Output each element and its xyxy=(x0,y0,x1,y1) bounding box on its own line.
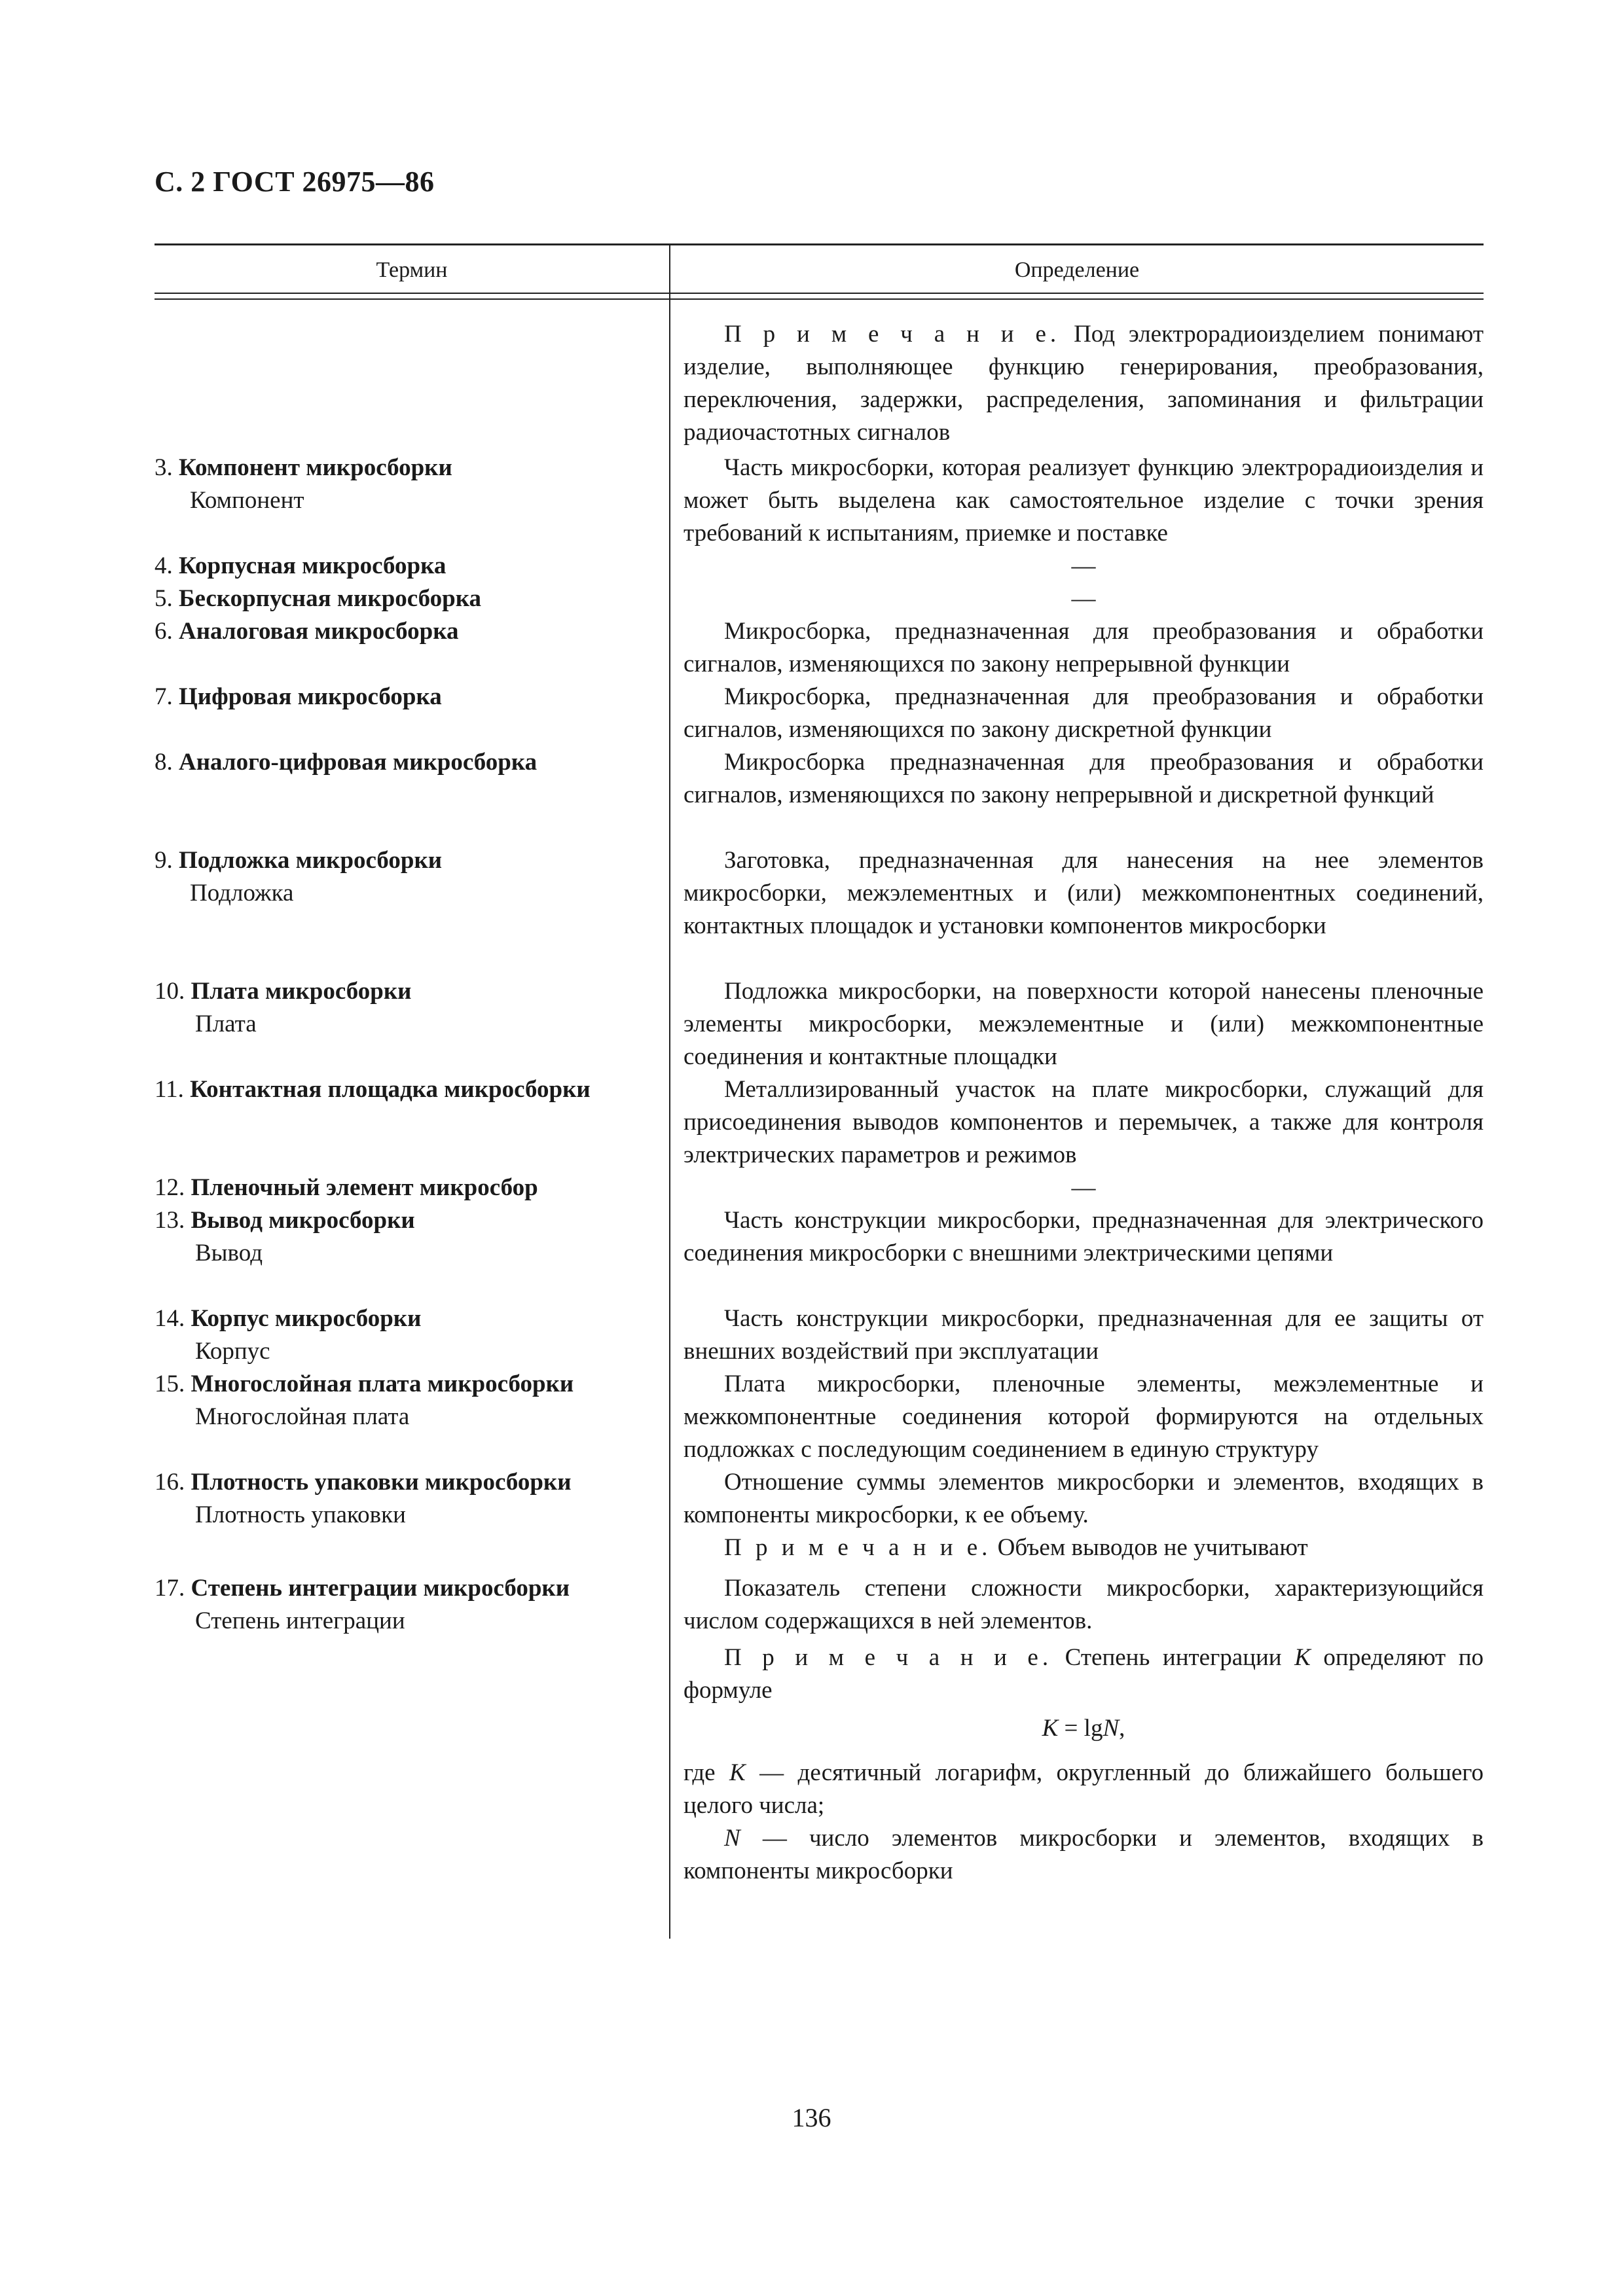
column-header-term: Термин xyxy=(376,258,448,282)
table-row xyxy=(155,1466,665,1532)
definition-text: Металлизированный участок на плате микросборки, служащий для присоединения выводов компонентов и перемычек, а также для контроля электрических параметров и режимов xyxy=(684,1076,1484,1168)
table-column-divider xyxy=(669,243,670,1939)
term-name: Аналого-цифровая микросборка xyxy=(179,749,538,776)
term-short-form: Плотность упаковки xyxy=(195,1501,406,1528)
table-head-rule-1 xyxy=(155,293,1484,294)
term-definition xyxy=(684,615,1484,681)
page-number: 136 xyxy=(792,2103,831,2132)
table-row xyxy=(155,1368,665,1433)
term-short-form: Степень интеграции xyxy=(195,1607,405,1634)
term-number: 14. xyxy=(155,1305,185,1332)
definition-dash: — xyxy=(1071,552,1096,579)
table-row xyxy=(155,975,665,1041)
note-label: П р и м е ч а н и е. xyxy=(724,321,1061,348)
term-number: 7. xyxy=(155,683,173,710)
definition-dash: — xyxy=(1071,585,1096,612)
term-number: 6. xyxy=(155,618,173,645)
term-number: 5. xyxy=(155,585,173,612)
term-definition xyxy=(684,975,1484,1073)
definition-text: Подложка микросборки, на поверхности которой нанесены пленочные элементы микросборки, межэлементные и (или) межкомпонентные соединения и контактные площадки xyxy=(684,978,1484,1070)
term-name: Аналоговая микросборка xyxy=(179,618,459,645)
term-definition xyxy=(684,1302,1484,1368)
formula-where-k xyxy=(684,1757,1484,1822)
definition-text: Микросборка, предназначенная для преобразования и обработки сигналов, изменяющихся по закону дискретной функции xyxy=(684,683,1484,743)
table-row xyxy=(155,746,665,779)
term-definition xyxy=(684,681,1484,746)
definition-text: Часть конструкции микросборки, предназначенная для ее защиты от внешних воздействий при эксплуатации xyxy=(684,1305,1484,1365)
intro-note xyxy=(684,318,1484,449)
term-definition xyxy=(684,1368,1484,1466)
term-number: 11. xyxy=(155,1076,184,1103)
term-short-form: Вывод xyxy=(195,1240,263,1266)
term-short-form: Плата xyxy=(195,1011,257,1037)
page-title: С. 2 ГОСТ 26975—86 xyxy=(155,166,435,198)
term-number: 12. xyxy=(155,1174,185,1201)
term-name: Степень интеграции микросборки xyxy=(191,1575,570,1602)
term-short-form: Компонент xyxy=(190,487,304,514)
term-name: Бескорпусная микросборка xyxy=(179,585,481,612)
formula xyxy=(684,1712,1484,1745)
table-row xyxy=(155,452,665,517)
term-name: Подложка микросборки xyxy=(179,847,443,874)
term-name: Плотность упаковки микросборки xyxy=(191,1469,572,1496)
table-row xyxy=(155,583,665,615)
definition-text: Микросборка предназначенная для преобразования и обработки сигналов, изменяющихся по закону непрерывной и дискретной функций xyxy=(684,749,1484,808)
table-row xyxy=(155,681,665,713)
term-name: Плата микросборки xyxy=(191,978,412,1005)
formula-lhs: K xyxy=(1042,1715,1059,1742)
term-name: Цифровая микросборка xyxy=(179,683,442,710)
note-text: определяют по формуле xyxy=(684,1644,1484,1704)
definition-text: Заготовка, предназначенная для нанесения на нее элементов микросборки, межэлементных и (или) межкомпонентных соединений, контактных площадок и установки компонентов микросборки xyxy=(684,847,1484,939)
table-row xyxy=(155,844,665,910)
table-row xyxy=(155,550,665,583)
term-name: Компонент микросборки xyxy=(179,454,452,481)
term-definition xyxy=(684,844,1484,942)
table-row xyxy=(155,1073,665,1106)
table-head-rule-2 xyxy=(155,298,1484,300)
table-top-rule xyxy=(155,243,1484,245)
formula-rhs: N xyxy=(1103,1715,1120,1742)
column-header-definition: Определение xyxy=(1014,258,1140,282)
where-n-text: — число элементов микросборки и элементов, входящих в компоненты микросборки xyxy=(684,1825,1484,1884)
term-number: 13. xyxy=(155,1207,185,1234)
term-definition xyxy=(684,746,1484,812)
definition-text: Отношение суммы элементов микросборки и элементов, входящих в компоненты микросборки, к ее объему. xyxy=(684,1469,1484,1528)
variable-k: K xyxy=(1294,1644,1311,1671)
term-number: 15. xyxy=(155,1371,185,1397)
variable-k: K xyxy=(729,1759,746,1786)
term-name: Контактная площадка микросборки xyxy=(190,1076,591,1103)
term-name: Вывод микросборки xyxy=(191,1207,415,1234)
term-number: 4. xyxy=(155,552,173,579)
note-text: Объем выводов не учитывают xyxy=(997,1534,1308,1561)
term-number: 9. xyxy=(155,847,173,874)
term-number: 10. xyxy=(155,978,185,1005)
variable-n: N xyxy=(724,1825,740,1852)
definition-text: Часть микросборки, которая реализует функцию электрорадиоизделия и может быть выделена как самостоятельное изделие с точки зрения требований к испытаниям, приемке и поставке xyxy=(684,454,1484,547)
definition-note xyxy=(684,1641,1484,1707)
term-definition xyxy=(684,1466,1484,1564)
term-name: Корпусная микросборка xyxy=(179,552,447,579)
term-definition xyxy=(684,452,1484,550)
where-label: где xyxy=(684,1759,716,1786)
definition-note xyxy=(684,1532,1484,1564)
table-row xyxy=(155,1572,665,1638)
note-text: Степень интеграции xyxy=(1065,1644,1282,1671)
table-row xyxy=(155,1204,665,1270)
definition-text: Часть конструкции микросборки, предназначенная для электрического соединения микросборки с внешними электрическими цепями xyxy=(684,1207,1484,1266)
term-number: 17. xyxy=(155,1575,185,1602)
term-name: Многослойная плата микросборки xyxy=(191,1371,574,1397)
definition-text: Микросборка, предназначенная для преобразования и обработки сигналов, изменяющихся по закону непрерывной функции xyxy=(684,618,1484,677)
term-number: 16. xyxy=(155,1469,185,1496)
note-label: П р и м е ч а н и е. xyxy=(724,1534,992,1561)
definition-dash: — xyxy=(1071,1174,1096,1201)
table-row xyxy=(155,1172,665,1204)
term-name: Пленочный элемент микросбор xyxy=(191,1174,538,1201)
term-definition xyxy=(684,1572,1484,1888)
definition-text: Показатель степени сложности микросборки, характеризующийся числом содержащихся в ней элементов. xyxy=(684,1575,1484,1634)
term-number: 8. xyxy=(155,749,173,776)
term-name: Корпус микросборки xyxy=(191,1305,422,1332)
definition-text: Плата микросборки, пленочные элементы, межэлементные и межкомпонентные соединения которой формируются на отдельных подложках с последующим соединением в единую структуру xyxy=(684,1371,1484,1463)
term-number: 3. xyxy=(155,454,173,481)
table-row xyxy=(155,1302,665,1368)
note-text: Под электрорадиоизделием понимают изделие, выполняющее функцию генерирования, преобразования, переключения, задержки, распределения, запоминания и фильтрации радиочастотных сигналов xyxy=(684,321,1484,446)
table-row xyxy=(155,615,665,648)
formula-operator: = lg xyxy=(1058,1715,1103,1742)
term-short-form: Подложка xyxy=(190,880,294,906)
formula-end: , xyxy=(1119,1715,1125,1742)
note-label: П р и м е ч а н и е. xyxy=(724,1644,1053,1671)
where-k-text: — десятичный логарифм, округленный до ближайшего большего целого числа; xyxy=(684,1759,1484,1819)
term-short-form: Корпус xyxy=(195,1338,270,1365)
term-definition xyxy=(684,1204,1484,1270)
term-short-form: Многослойная плата xyxy=(195,1403,410,1430)
formula-where-n xyxy=(684,1822,1484,1888)
term-definition xyxy=(684,1073,1484,1172)
